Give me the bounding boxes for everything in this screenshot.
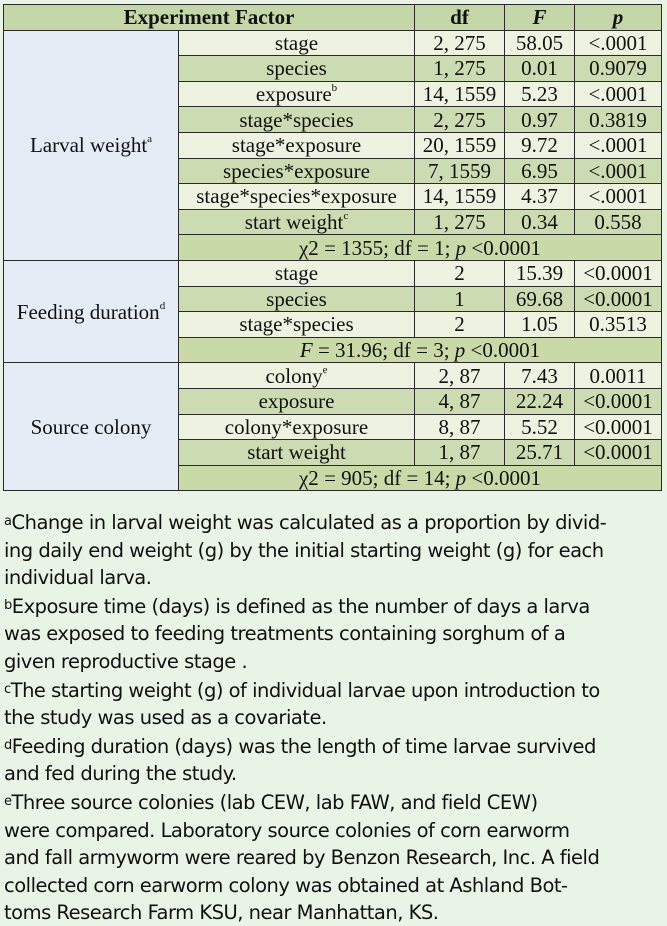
footnote-text: and fed during the study.: [4, 762, 237, 786]
footnote-line: [4, 537, 664, 565]
footnote-line: [4, 564, 664, 592]
term-cell: [179, 158, 415, 184]
df-cell: 1, 275: [415, 209, 505, 235]
p-cell: <.0001: [575, 158, 662, 184]
term-cell: [179, 107, 415, 133]
summary-cell: [179, 235, 662, 261]
footnote-line: [4, 817, 664, 845]
df-cell: 2: [415, 312, 505, 338]
summary-value: = 905; df = 14;: [324, 465, 451, 490]
footnote: [4, 732, 664, 788]
term-label: colony: [265, 363, 323, 388]
footnotes: [4, 508, 664, 926]
term-cell: [179, 184, 415, 210]
footnote-line: [4, 899, 664, 926]
factor-name: Source colony: [30, 414, 152, 439]
header-f: F: [505, 5, 575, 31]
header-df: df: [415, 5, 505, 31]
term-label: start weight: [247, 440, 346, 465]
factor-cell: [4, 260, 179, 362]
footnote-text: was exposed to feeding treatments containing sorghum of a: [4, 622, 566, 646]
footnote-line: [4, 676, 664, 705]
df-cell: 8, 87: [415, 414, 505, 440]
df-cell: 2, 87: [415, 363, 505, 389]
footnote-text: Three source colonies (lab CEW, lab FAW, and field CEW): [11, 790, 538, 814]
df-cell: 1: [415, 286, 505, 312]
df-cell: 14, 1559: [415, 81, 505, 107]
summary-p-label: p: [455, 465, 467, 490]
df-cell: 2, 275: [415, 30, 505, 56]
anova-table: [3, 4, 662, 491]
table-row: [4, 363, 662, 389]
term-label: stage*species: [239, 312, 354, 337]
footnote-line: [4, 620, 664, 648]
term-cell: [179, 81, 415, 107]
footnote-line: [4, 872, 664, 900]
term-label: species: [266, 56, 327, 81]
f-cell: 9.72: [505, 132, 575, 158]
factor-name: Feeding duration: [16, 299, 160, 324]
footnote: [4, 676, 664, 732]
header-row: [4, 5, 662, 31]
term-label: stage: [274, 261, 319, 286]
df-cell: 2, 275: [415, 107, 505, 133]
term-cell: [179, 363, 415, 389]
factor-cell: [4, 363, 179, 491]
p-cell: <0.0001: [575, 414, 662, 440]
term-label: species*exposure: [223, 158, 370, 183]
footnote-text: toms Research Farm KSU, near Manhattan, KS.: [4, 901, 439, 925]
f-cell: 69.68: [505, 286, 575, 312]
f-cell: 25.71: [505, 440, 575, 466]
term-cell: [179, 30, 415, 56]
factor-cell: [4, 30, 179, 260]
footnote-text: and fall armyworm were reared by Benzon Research, Inc. A field: [4, 846, 600, 870]
summary-p-value: <0.0001: [471, 235, 542, 260]
f-cell: 5.23: [505, 81, 575, 107]
footnote-ref: a: [147, 133, 153, 146]
term-cell: [179, 209, 415, 235]
term-label: species: [266, 286, 327, 311]
df-cell: 1, 87: [415, 440, 505, 466]
footnote: [4, 788, 664, 926]
p-cell: <.0001: [575, 81, 662, 107]
footnote-ref: b: [331, 82, 338, 95]
f-cell: 7.43: [505, 363, 575, 389]
footnote-line: [4, 760, 664, 788]
term-label: stage*species*exposure: [196, 184, 397, 209]
summary-value: = 31.96; df = 3;: [317, 338, 450, 363]
term-cell: [179, 132, 415, 158]
summary-statistic: χ2: [298, 465, 319, 490]
p-cell: 0.558: [575, 209, 662, 235]
term-label: stage*species: [239, 107, 354, 132]
f-cell: 6.95: [505, 158, 575, 184]
footnote-text: The starting weight (g) of individual larvae upon introduction to: [10, 678, 600, 702]
term-label: exposure: [255, 82, 332, 107]
footnote-line: [4, 732, 664, 761]
p-cell: <0.0001: [575, 286, 662, 312]
footnote-text: the study was used as a covariate.: [4, 706, 327, 730]
summary-p-value: <0.0001: [470, 338, 541, 363]
p-cell: <.0001: [575, 132, 662, 158]
term-cell: [179, 312, 415, 338]
factor-name: Larval weight: [29, 133, 148, 158]
summary-cell: [179, 337, 662, 363]
footnote-text: Change in larval weight was calculated as a proportion by divid-: [11, 511, 607, 534]
df-cell: 2: [415, 260, 505, 286]
p-cell: 0.3513: [575, 312, 662, 338]
p-cell: <0.0001: [575, 440, 662, 466]
p-cell: <0.0001: [575, 388, 662, 414]
footnote-ref: e: [322, 363, 328, 376]
f-cell: 22.24: [505, 388, 575, 414]
term-label: exposure: [258, 389, 335, 414]
summary-statistic: F: [299, 338, 313, 363]
p-cell: <0.0001: [575, 260, 662, 286]
f-cell: 0.97: [505, 107, 575, 133]
footnote-ref: c: [343, 210, 349, 223]
df-cell: 7, 1559: [415, 158, 505, 184]
f-cell: 4.37: [505, 184, 575, 210]
f-cell: 0.01: [505, 56, 575, 82]
term-cell: [179, 286, 415, 312]
f-cell: 58.05: [505, 30, 575, 56]
footnote: [4, 592, 664, 676]
footnote-text: individual larva.: [4, 566, 152, 590]
footnote-line: [4, 648, 664, 676]
summary-cell: [179, 465, 662, 491]
footnote-line: [4, 592, 664, 621]
footnote-line: [4, 704, 664, 732]
footnote-text: ing daily end weight (g) by the initial starting weight (g) for each: [4, 538, 604, 562]
term-label: stage: [274, 30, 319, 55]
header-experiment-factor: Experiment Factor: [4, 5, 415, 31]
f-cell: 5.52: [505, 414, 575, 440]
term-label: start weight: [244, 210, 344, 235]
footnote-mark: d: [4, 737, 12, 753]
header-p: p: [575, 5, 662, 31]
term-cell: [179, 414, 415, 440]
f-cell: 1.05: [505, 312, 575, 338]
footnote-mark: b: [4, 597, 12, 613]
footnote-line: [4, 508, 664, 537]
term-label: colony*exposure: [224, 414, 369, 439]
summary-value: = 1355; df = 1;: [324, 235, 451, 260]
term-cell: [179, 56, 415, 82]
footnote-text: were compared. Laboratory source colonies of corn earworm: [4, 818, 570, 842]
term-cell: [179, 388, 415, 414]
df-cell: 20, 1559: [415, 132, 505, 158]
term-label: stage*exposure: [231, 133, 362, 158]
table-row: [4, 260, 662, 286]
footnote-ref: d: [159, 299, 166, 312]
footnote-mark: a: [4, 514, 12, 529]
table-row: [4, 30, 662, 56]
footnote-text: given reproductive stage .: [4, 649, 248, 673]
df-cell: 14, 1559: [415, 184, 505, 210]
summary-p-value: <0.0001: [471, 465, 542, 490]
p-cell: <.0001: [575, 184, 662, 210]
summary-p-label: p: [455, 235, 467, 260]
footnote-line: [4, 844, 664, 872]
footnote: [4, 508, 664, 592]
footnote-mark: e: [4, 793, 12, 809]
summary-p-label: p: [454, 338, 466, 363]
f-cell: 0.34: [505, 209, 575, 235]
footnote-text: Exposure time (days) is defined as the number of days a larva: [11, 594, 590, 618]
footnote-line: [4, 788, 664, 817]
p-cell: 0.0011: [575, 363, 662, 389]
p-cell: 0.9079: [575, 56, 662, 82]
footnote-text: Feeding duration (days) was the length of time larvae survived: [11, 734, 596, 758]
f-cell: 15.39: [505, 260, 575, 286]
p-cell: 0.3819: [575, 107, 662, 133]
term-cell: [179, 260, 415, 286]
footnote-mark: c: [4, 681, 11, 697]
df-cell: 4, 87: [415, 388, 505, 414]
footnote-text: collected corn earworm colony was obtained at Ashland Bot-: [4, 873, 568, 897]
df-cell: 1, 275: [415, 56, 505, 82]
term-cell: [179, 440, 415, 466]
summary-statistic: χ2: [298, 235, 319, 260]
p-cell: <.0001: [575, 30, 662, 56]
